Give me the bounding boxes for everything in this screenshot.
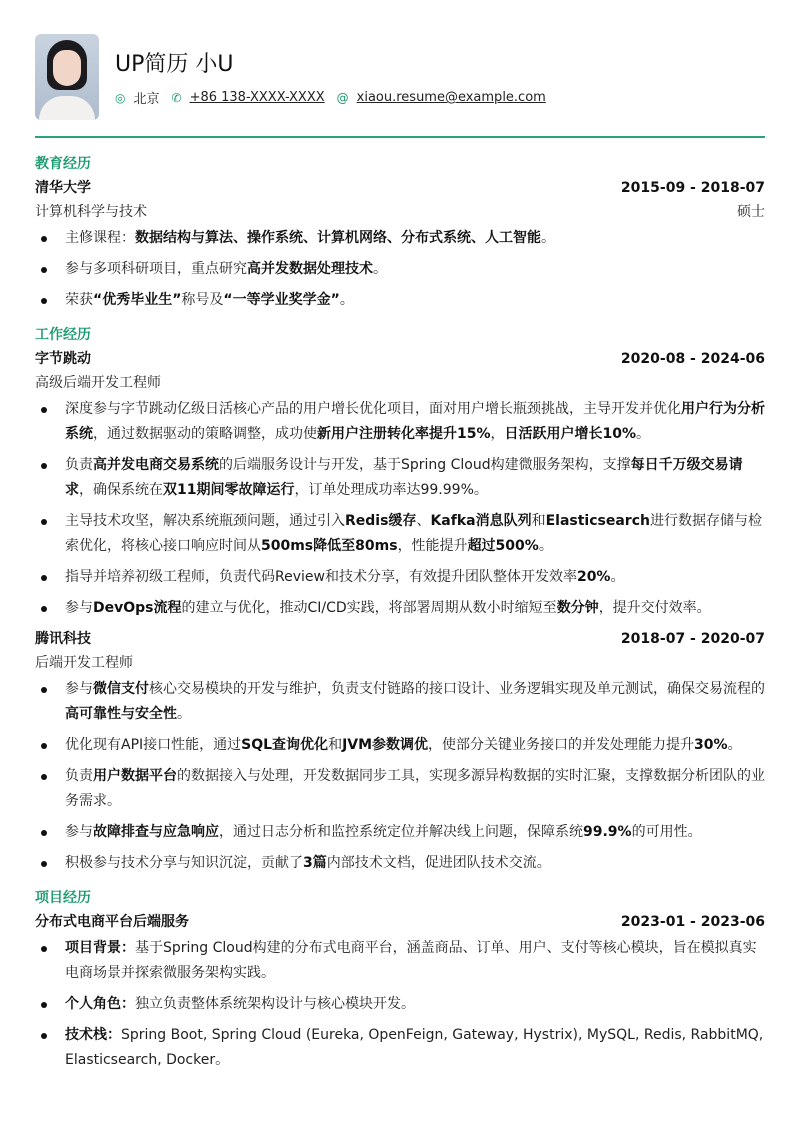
text-segment: ，确保系统在: [79, 482, 163, 498]
text-segment: 荣获: [65, 292, 93, 308]
entry-header: [35, 176, 765, 200]
text-segment: 深度参与字节跳动亿级日活核心产品的用户增长优化项目，面对用户增长瓶颈挑战，主导开发并优化: [65, 401, 681, 417]
text-segment: 。: [727, 737, 742, 753]
bold-text: Elasticsearch: [545, 513, 650, 529]
text-segment: 负责: [65, 457, 93, 473]
entry-date: 2018-07 - 2020-07: [620, 631, 765, 647]
section-title: 项目经历: [35, 890, 91, 906]
entry-subheader: [35, 371, 765, 395]
bold-text: 高可靠性与安全性: [65, 706, 177, 722]
text-segment: 的建立与优化，推动CI/CD实践，将部署周期从数小时缩短至: [181, 600, 557, 616]
text-segment: ，通过数据驱动的策略调整，成功使: [93, 426, 317, 442]
text-segment: 。: [541, 230, 555, 246]
entry-organization: 分布式电商平台后端服务: [35, 914, 189, 930]
entry-bullets: [35, 936, 765, 1073]
entry-date: 2020-08 - 2024-06: [620, 351, 765, 367]
bold-text: JVM参数调优: [342, 737, 429, 753]
text-segment: 积极参与技术分享与知识沉淀，贡献了: [65, 855, 303, 871]
bold-text: 用户行为分析系统: [65, 401, 765, 442]
text-segment: 。: [177, 706, 191, 722]
location-icon: ◎: [115, 90, 126, 105]
bold-text: 500ms降低至80ms: [261, 538, 398, 554]
text-segment: 称号及: [181, 292, 224, 308]
bold-text: 新用户注册转化率提升15%: [317, 426, 491, 442]
entry-subheader: [35, 651, 765, 675]
bullet-item: [35, 733, 765, 758]
bullet-item: [35, 677, 765, 727]
text-segment: ，: [490, 426, 505, 442]
entry-bullets: [35, 397, 765, 621]
profile-photo: [35, 34, 99, 120]
text-segment: 进行数据存储与检索优化，将核心接口响应时间从: [65, 513, 762, 554]
resume-section: [35, 886, 765, 1073]
bold-text: 高并发数据处理技术: [247, 261, 373, 277]
bullet-item: [35, 992, 765, 1017]
bold-text: DevOps流程: [93, 600, 182, 616]
text-segment: 参与: [65, 824, 93, 840]
text-segment: 、: [416, 513, 431, 529]
bold-text: 每日千万级交易请求: [65, 457, 743, 498]
text-segment: 的后端服务设计与开发，基于Spring Cloud构建微服务架构，支撑: [219, 457, 631, 473]
entry-date: 2023-01 - 2023-06: [620, 914, 765, 930]
text-segment: 内部技术文档，促进团队技术交流。: [326, 855, 551, 871]
bold-text: 99.9%: [583, 824, 632, 840]
bold-text: “优秀毕业生”: [93, 292, 182, 308]
bold-text: 数据结构与算法、操作系统、计算机网络、分布式系统、人工智能: [135, 230, 541, 246]
text-segment: 参与: [65, 600, 93, 616]
text-segment: 的数据接入与处理，开发数据同步工具，实现多源异构数据的实时汇聚，支撑数据分析团队的业务需求。: [65, 768, 765, 809]
resume-page: [35, 34, 765, 1079]
section-title: 教育经历: [35, 156, 91, 172]
bullet-item: [35, 820, 765, 845]
text-segment: ，使部分关键业务接口的并发处理能力提升: [428, 737, 695, 753]
entry-header: [35, 910, 765, 934]
bold-text: 用户数据平台: [93, 768, 177, 784]
text-segment: 负责: [65, 768, 93, 784]
entry-organization: 字节跳动: [35, 351, 91, 367]
text-segment: 和: [328, 737, 343, 753]
text-segment: 独立负责整体系统架构设计与核心模块开发。: [135, 996, 415, 1012]
bullet-item: [35, 764, 765, 814]
section-title: 工作经历: [35, 327, 91, 343]
text-segment: 主修课程：: [65, 230, 135, 246]
email-link[interactable]: xiaou.resume@example.com: [356, 90, 546, 105]
bold-text: 项目背景：: [65, 940, 135, 956]
email-icon: @: [336, 90, 349, 105]
bold-text: 数分钟: [556, 600, 599, 616]
bullet-item: [35, 851, 765, 876]
entry-header: [35, 627, 765, 651]
city: 北京: [133, 92, 160, 107]
bullet-item: [35, 1023, 765, 1073]
text-segment: 核心交易模块的开发与维护，负责支付链路的接口设计、业务逻辑实现及单元测试，确保交易流程的: [149, 681, 765, 697]
text-segment: ，订单处理成功率达99.99%。: [294, 482, 488, 498]
bold-text: 故障排查与应急响应: [93, 824, 219, 840]
bold-text: 日活跃用户增长10%: [504, 426, 637, 442]
entry-organization: 清华大学: [35, 180, 91, 196]
entry-degree: 硕士: [737, 204, 765, 220]
entry-bullets: [35, 677, 765, 876]
bullet-item: [35, 509, 765, 559]
text-segment: 主导技术攻坚，解决系统瓶颈问题，通过引入: [65, 513, 345, 529]
bullet-item: [35, 565, 765, 590]
bullet-item: [35, 596, 765, 621]
bold-text: Redis缓存: [345, 513, 417, 529]
bold-text: 20%: [576, 569, 611, 585]
text-segment: ，通过日志分析和监控系统定位并解决线上问题，保障系统: [219, 824, 583, 840]
bullet-item: [35, 453, 765, 503]
text-segment: 参与: [65, 681, 93, 697]
text-segment: 指导并培养初级工程师，负责代码Review和技术分享，有效提升团队整体开发效率: [65, 569, 577, 585]
bold-text: 超过500%: [467, 538, 539, 554]
bold-text: Kafka消息队列: [430, 513, 532, 529]
resume-section: [35, 152, 765, 313]
bold-text: 双11期间零故障运行: [163, 482, 295, 498]
text-segment: Spring Boot, Spring Cloud (Eureka, OpenFeign, Gateway, Hystrix), MySQL, Redis, RabbitMQ, Elasticsearch, Docker。: [65, 1027, 764, 1068]
text-segment: 和: [531, 513, 546, 529]
text-segment: ，提升交付效率。: [598, 600, 711, 616]
bold-text: 技术栈：: [65, 1027, 121, 1043]
resume-section: [35, 323, 765, 876]
text-segment: 。: [339, 292, 354, 308]
bold-text: 30%: [694, 737, 728, 753]
bullet-item: [35, 397, 765, 447]
text-segment: 。: [373, 261, 387, 277]
text-segment: 优化现有API接口性能，通过: [65, 737, 242, 753]
bold-text: SQL查询优化: [241, 737, 329, 753]
bullet-item: [35, 936, 765, 986]
text-segment: 。: [636, 426, 651, 442]
header-divider: [35, 136, 765, 138]
candidate-name: UP简历 小U: [115, 52, 234, 77]
entry-date: 2015-09 - 2018-07: [620, 180, 765, 196]
text-segment: ，性能提升: [397, 538, 468, 554]
entry-organization: 腾讯科技: [35, 631, 91, 647]
bold-text: 高并发电商交易系统: [93, 457, 219, 473]
bullet-item: [35, 257, 765, 282]
bold-text: 3篇: [303, 855, 327, 871]
text-segment: 基于Spring Cloud构建的分布式电商平台，涵盖商品、订单、用户、支付等核心模块，旨在模拟真实电商场景并探索微服务架构实践。: [65, 940, 757, 981]
text-segment: 的可用性。: [631, 824, 702, 840]
entry-bullets: [35, 226, 765, 313]
entry-role: 高级后端开发工程师: [35, 375, 161, 391]
entry-subheader: [35, 200, 765, 224]
bullet-item: [35, 288, 765, 313]
phone-link[interactable]: +86 138-XXXX-XXXX: [189, 90, 325, 105]
entry-header: [35, 347, 765, 371]
bold-text: 微信支付: [93, 681, 149, 697]
text-segment: 。: [538, 538, 553, 554]
bullet-item: [35, 226, 765, 251]
text-segment: 。: [610, 569, 625, 585]
entry-role: 后端开发工程师: [35, 655, 133, 671]
text-segment: 参与多项科研项目，重点研究: [65, 261, 247, 277]
phone-icon: ✆: [171, 90, 182, 105]
contact-info: [115, 88, 552, 107]
bold-text: 个人角色：: [65, 996, 135, 1012]
resume-header: [35, 34, 765, 120]
entry-role: 计算机科学与技术: [35, 204, 147, 220]
bold-text: “一等学业奖学金”: [223, 292, 340, 308]
